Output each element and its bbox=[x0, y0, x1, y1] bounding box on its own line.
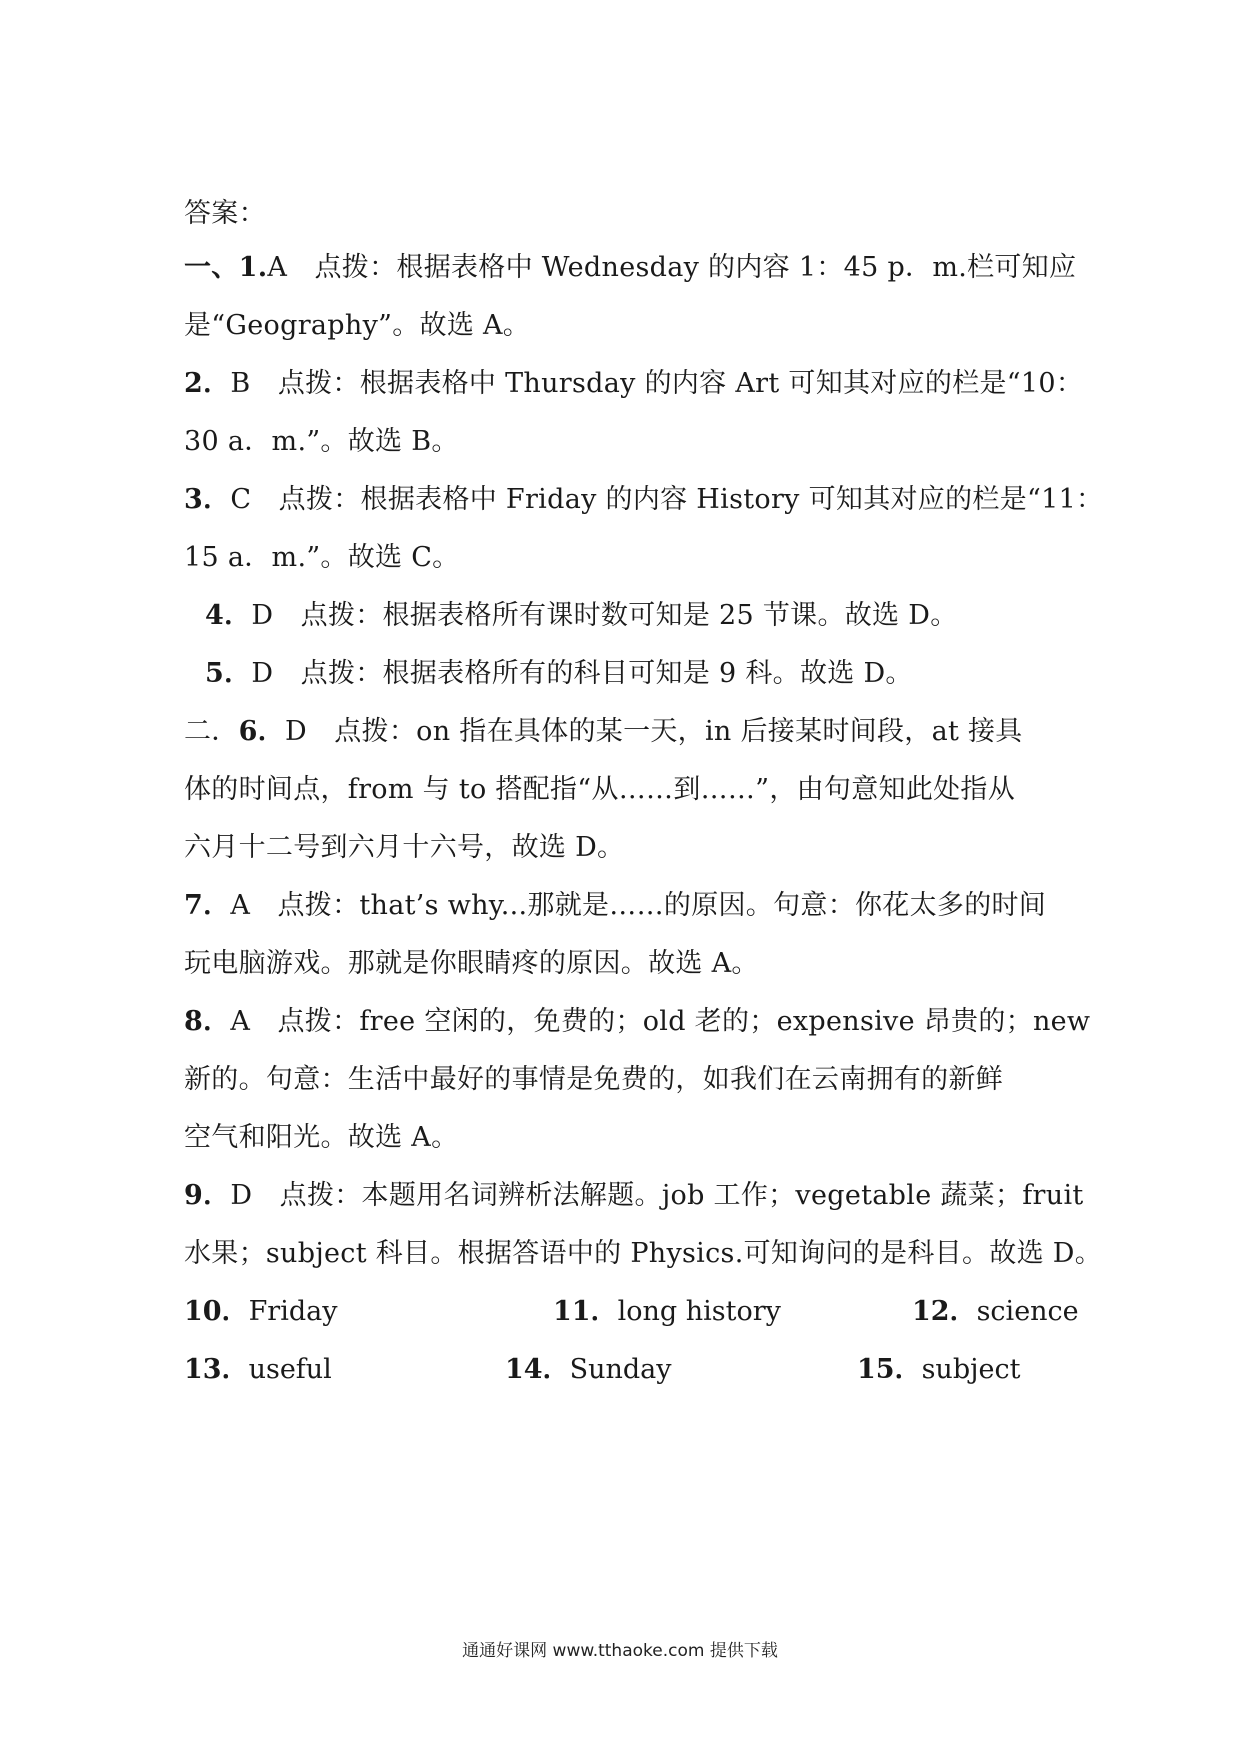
answer-line bbox=[184, 482, 1104, 518]
answer-text: 30 a．m.”。故选 B。 bbox=[184, 426, 459, 457]
answer-text: D 点拨：本题用名词辨析法解题。job 工作；vegetable 蔬菜；fruit bbox=[230, 1180, 1084, 1211]
question-number: 4． bbox=[205, 600, 252, 631]
answer-item bbox=[184, 1294, 338, 1330]
answer-line bbox=[184, 424, 1064, 460]
answer-line bbox=[184, 772, 1064, 808]
question-number: 8． bbox=[184, 1006, 231, 1037]
answer-text: D 点拨：on 指在具体的某一天，in 后接某时间段，at 接具 bbox=[285, 716, 1023, 747]
answer-line bbox=[184, 308, 1064, 344]
answer-text: D 点拨：根据表格所有课时数可知是 25 节课。故选 D。 bbox=[251, 600, 958, 631]
question-number: 9． bbox=[184, 1180, 231, 1211]
answer-text: 15 a．m.”。故选 C。 bbox=[184, 542, 460, 573]
answer-text: B 点拨：根据表格中 Thursday 的内容 Art 可知其对应的栏是“10： bbox=[230, 368, 1084, 399]
answer-item bbox=[184, 1352, 332, 1388]
answer-text: 是“Geography”。故选 A。 bbox=[184, 310, 531, 341]
answer-item bbox=[505, 1352, 672, 1388]
answer-item bbox=[553, 1294, 781, 1330]
question-number: 1. bbox=[238, 252, 268, 283]
answer-word: science bbox=[976, 1296, 1079, 1327]
answer-line bbox=[184, 250, 1077, 286]
answer-line bbox=[205, 656, 1085, 692]
answer-text: C 点拨：根据表格中 Friday 的内容 History 可知其对应的栏是“11： bbox=[230, 484, 1104, 515]
answer-line bbox=[184, 366, 1084, 402]
answer-word: subject bbox=[921, 1354, 1021, 1385]
question-number: 15． bbox=[857, 1354, 922, 1385]
answer-word: long history bbox=[617, 1296, 781, 1327]
question-number: 5． bbox=[205, 658, 252, 689]
section-number: 一、 bbox=[184, 252, 239, 283]
answer-text: A 点拨：free 空闲的，免费的；old 老的；expensive 昂贵的；new bbox=[230, 1006, 1091, 1037]
answer-line bbox=[184, 946, 1064, 982]
question-number: 11． bbox=[553, 1296, 618, 1327]
answer-line bbox=[184, 888, 1064, 924]
answer-item bbox=[912, 1294, 1079, 1330]
answer-heading bbox=[184, 196, 1064, 232]
answer-line bbox=[184, 1120, 1064, 1156]
answer-text: 水果；subject 科目。根据答语中的 Physics.可知询问的是科目。故选 D。 bbox=[184, 1238, 1103, 1269]
answer-text: A 点拨：that’s why...那就是……的原因。句意：你花太多的时间 bbox=[230, 890, 1047, 921]
question-number: 12． bbox=[912, 1296, 977, 1327]
question-number: 14． bbox=[505, 1354, 570, 1385]
answer-line bbox=[184, 540, 1064, 576]
footer-watermark: 通通好课网 www.tthaoke.com 提供下载 bbox=[462, 1641, 778, 1661]
question-number: 7． bbox=[184, 890, 231, 921]
question-number: 10． bbox=[184, 1296, 249, 1327]
answer-item bbox=[857, 1352, 1020, 1388]
answer-text: 空气和阳光。故选 A。 bbox=[184, 1122, 459, 1153]
answer-text: A 点拨：根据表格中 Wednesday 的内容 1：45 p．m.栏可知应 bbox=[267, 252, 1077, 283]
answer-text: 玩电脑游戏。那就是你眼睛疼的原因。故选 A。 bbox=[184, 948, 759, 979]
answer-text: D 点拨：根据表格所有的科目可知是 9 科。故选 D。 bbox=[251, 658, 913, 689]
answer-line bbox=[184, 714, 1064, 750]
question-number: 3． bbox=[184, 484, 231, 515]
answer-word: Friday bbox=[248, 1296, 338, 1327]
answer-line bbox=[184, 1004, 1091, 1040]
answer-text: 新的。句意：生活中最好的事情是免费的，如我们在云南拥有的新鲜 bbox=[184, 1064, 1003, 1095]
answer-word: Sunday bbox=[569, 1354, 672, 1385]
answer-line bbox=[184, 1236, 1103, 1272]
section-number: 二． bbox=[184, 716, 239, 747]
answer-line bbox=[205, 598, 1085, 634]
question-number: 13． bbox=[184, 1354, 249, 1385]
answer-word: useful bbox=[248, 1354, 332, 1385]
answer-line bbox=[184, 830, 1064, 866]
heading-text: 答案： bbox=[184, 198, 266, 229]
answer-line bbox=[184, 1062, 1064, 1098]
answer-text: 体的时间点，from 与 to 搭配指“从……到……”，由句意知此处指从 bbox=[184, 774, 1016, 805]
question-number: 6． bbox=[238, 716, 285, 747]
question-number: 2． bbox=[184, 368, 231, 399]
answer-line bbox=[184, 1178, 1084, 1214]
answer-text: 六月十二号到六月十六号，故选 D。 bbox=[184, 832, 625, 863]
